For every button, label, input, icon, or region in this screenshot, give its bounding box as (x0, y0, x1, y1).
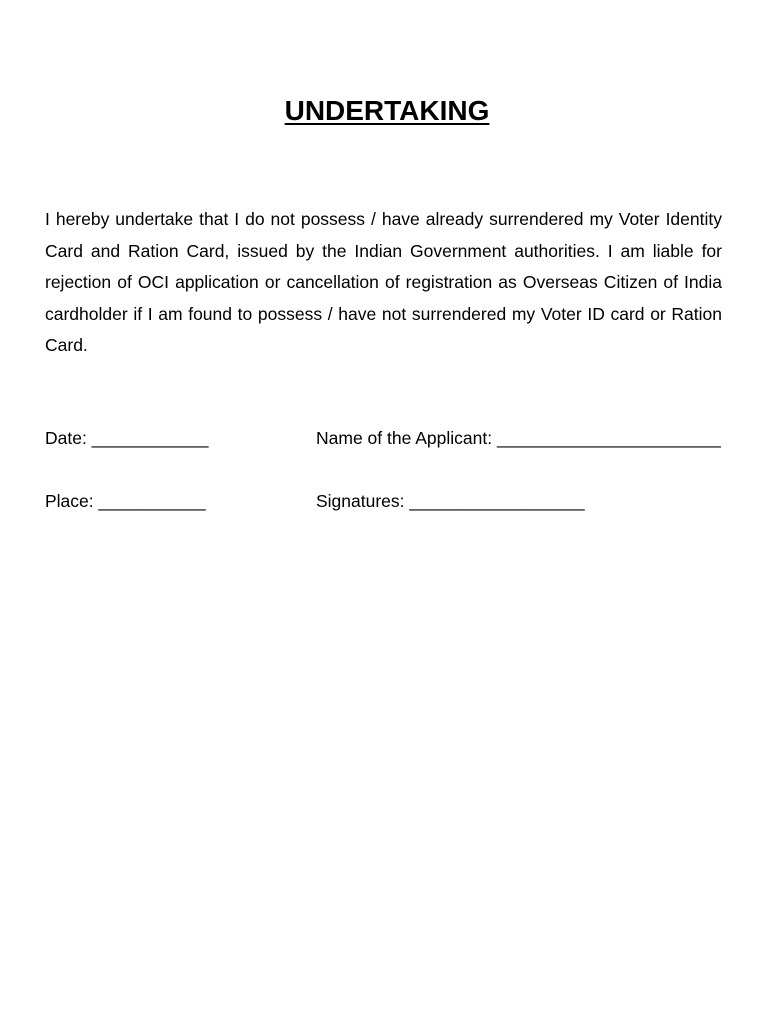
applicant-name-field: Name of the Applicant: _______________________ (316, 428, 721, 448)
document-title: UNDERTAKING (284, 95, 490, 126)
signature-field: Signatures: __________________ (316, 491, 585, 511)
date-field: Date: ____________ (45, 428, 209, 448)
undertaking-paragraph: I hereby undertake that I do not possess / have already surrendered my Voter Identity Card and Ration Card, issued by the Indian Government authorities. I am liable for rejection of OCI application or cancellation of registration as Overseas Citizen of India cardholder if I am found to possess / have not surrendered my Voter ID card or Ration Card. (45, 209, 722, 356)
place-field: Place: ___________ (45, 491, 206, 511)
